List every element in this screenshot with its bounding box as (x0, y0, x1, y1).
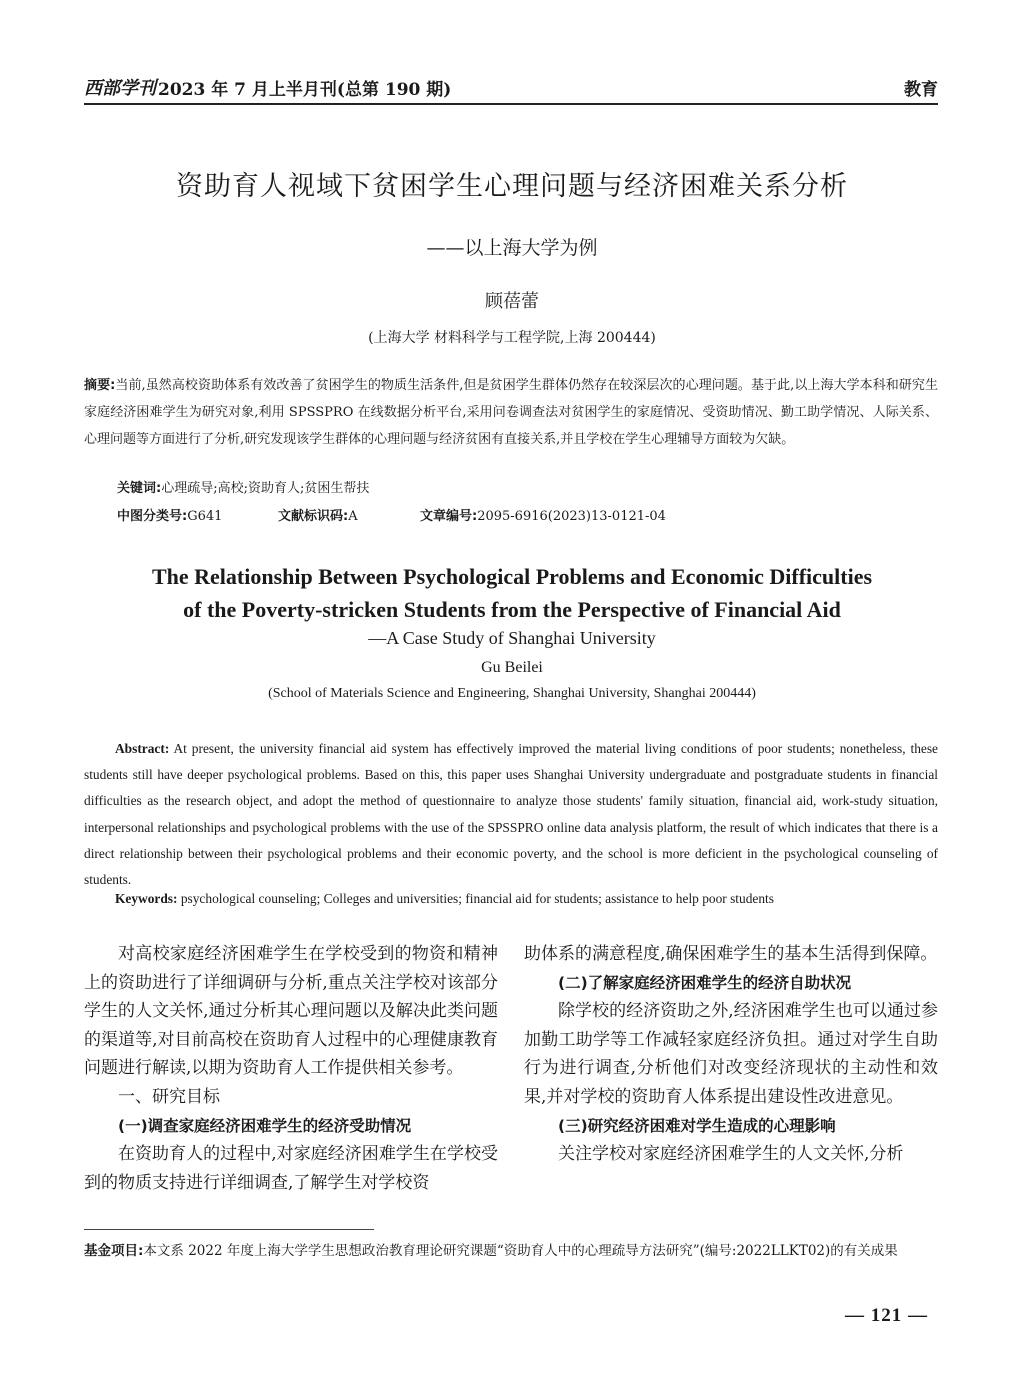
article-number: 文章编号:2095-6916(2023)13-0121-04 (420, 509, 666, 524)
english-affiliation: (School of Materials Science and Engineering, Shanghai University, Shanghai 200444) (268, 686, 756, 701)
chinese-author: 顾蓓蕾 (485, 291, 539, 312)
chinese-subtitle: ——以上海大学为例 (426, 237, 598, 259)
page-number: — 121 — (845, 1305, 928, 1326)
journal-logo: 西部学刊 (84, 78, 156, 99)
chinese-abstract (84, 372, 938, 453)
abstract-text: 当前,虽然高校资助体系有效改善了贫困学生的物质生活条件,但是贫困学生群体仍然存在较深层次的心理问题。基于此,以上海大学本科和研究生家庭经济困难学生为研究对象,利用 SPSSPRO 在线数据分析平台,采用问卷调查法对贫困学生的家庭情况、受资助情况、勤工助学情况、人际关系、心理问题等方面进行了分析,研究发现该学生群体的心理问题与经济贫困有直接关系,并且学校在学生心理辅导方面较为欠缺。 (84, 378, 939, 447)
section-label: 教育 (904, 80, 938, 100)
body-paragraph: 助体系的满意程度,确保困难学生的基本生活得到保障。 (524, 944, 938, 964)
english-title (0, 560, 1024, 626)
section-heading: 一、研究目标 (118, 1086, 220, 1107)
chinese-keywords (117, 478, 938, 500)
english-keywords (115, 891, 938, 907)
keywords-label: 关键词: (117, 481, 162, 496)
body-paragraph: 在资助育人的过程中,对家庭经济困难学生在学校受到的物质支持进行详细调查,了解学生对学校资 (84, 1144, 498, 1193)
english-abstract-label: Abstract: (115, 741, 170, 756)
subsection-heading: (一)调查家庭经济困难学生的经济受助情况 (118, 1116, 412, 1135)
document-code: 文献标识码:A (278, 509, 358, 524)
english-subtitle: —A Case Study of Shanghai University (368, 628, 656, 648)
english-abstract-text: At present, the university financial aid system has effectively improved the material living conditions of poor students; nonetheless, these students still have deeper psychological problems. Based on this, this paper uses Shanghai University undergraduate and postgraduate students in financial difficulties as the research object, and adopt the method of questionnaire to analyze those students' family situation, financial aid, work-study situation, interpersonal relationships and psychological problems with the use of the SPSSPRO online data analysis platform, the result of which indicates that there is a direct relationship between their psychological problems and their economic poverty, and the school is more deficient in the psychological counseling of students. (84, 741, 938, 888)
funding-footnote (84, 1238, 938, 1265)
classification-info (117, 505, 666, 524)
abstract-label: 摘要: (84, 378, 116, 393)
subsection-heading: (二)了解家庭经济困难学生的经济自助状况 (558, 973, 852, 992)
body-paragraph: 除学校的经济资助之外,经济困难学生也可以通过参加勤工助学等工作减轻家庭经济负担。通过对学生自助行为进行调查,分析他们对改变经济现状的主动性和效果,并对学校的资助育人体系提出建设性改进意见。 (524, 1001, 938, 1107)
english-keywords-label: Keywords: (115, 891, 178, 906)
chinese-title: 资助育人视域下贫困学生心理问题与经济困难关系分析 (176, 171, 848, 202)
english-abstract (84, 736, 938, 893)
issue-label: 2023 年 7 月上半月刊(总第 190 期) (158, 80, 452, 100)
body-paragraph: 关注学校对家庭经济困难学生的人文关怀,分析 (558, 1144, 904, 1165)
english-title-line-1: The Relationship Between Psychological Problems and Economic Difficulties (151, 564, 873, 589)
journal-issue-info (84, 74, 451, 100)
english-keywords-text: psychological counseling; Colleges and universities; financial aid for students; assistance to help poor students (177, 891, 774, 906)
english-author: Gu Beilei (481, 659, 543, 676)
chinese-affiliation: (上海大学 材料科学与工程学院,上海 200444) (368, 330, 656, 346)
footnote-text: 本文系 2022 年度上海大学学生思想政治教育理论研究课题“资助育人中的心理疏导方法研究”(编号:2022LLKT02)的有关成果 (143, 1243, 898, 1259)
english-title-line-2: of the Poverty-stricken Students from the Perspective of Financial Aid (183, 597, 841, 622)
footnote-divider (84, 1229, 374, 1230)
keywords-text: 心理疏导;高校;资助育人;贫困生帮扶 (161, 481, 370, 496)
subsection-heading: (三)研究经济困难对学生造成的心理影响 (558, 1116, 836, 1135)
footnote-label: 基金项目: (84, 1243, 144, 1259)
running-header (84, 70, 938, 105)
body-paragraph: 对高校家庭经济困难学生在学校受到的物资和精神上的资助进行了详细调研与分析,重点关注学校对该部分学生的人文关怀,通过分析其心理问题以及解决此类问题的渠道等,对目前高校在资助育人过程中的心理健康教育问题进行解读,以期为资助育人工作提供相关参考。 (84, 944, 498, 1079)
clc-number: 中图分类号:G641 (117, 509, 223, 524)
body-column-right (524, 940, 938, 1169)
body-column-left (84, 940, 498, 1197)
